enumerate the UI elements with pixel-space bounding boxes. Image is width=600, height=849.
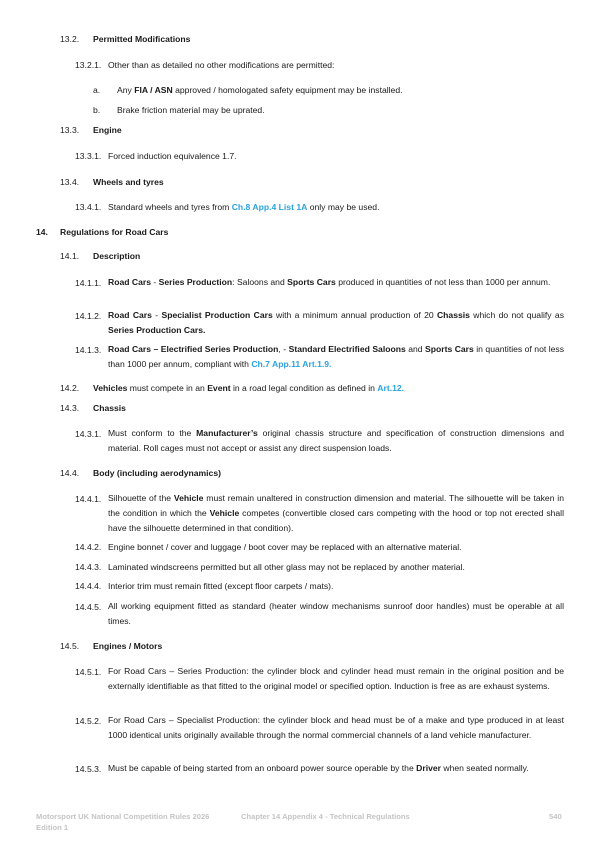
section-14-title: Regulations for Road Cars <box>60 227 169 237</box>
link-ch8-app4-list1a[interactable]: Ch.8 App.4 List 1A <box>231 202 308 212</box>
section-14-4-number: 14.4. <box>60 468 80 478</box>
section-13-3-title: Engine <box>93 125 122 135</box>
section-13-2-title: Permitted Modifications <box>93 34 191 44</box>
section-13-4-number: 13.4. <box>60 177 80 187</box>
section-13-4-title: Wheels and tyres <box>93 177 164 187</box>
clause-14-4-2-number: 14.4.2. <box>75 542 102 552</box>
link-ch7-app11-art1-9[interactable]: Ch.7 App.11 Art.1.9. <box>251 359 332 369</box>
section-13-2-number: 13.2. <box>60 34 80 44</box>
footer-edition: Edition 1 <box>36 823 69 832</box>
clause-13-4-1-text: Standard wheels and tyres from Ch.8 App.4 List 1A only may be used. <box>108 202 380 212</box>
section-14-5-title: Engines / Motors <box>93 641 163 651</box>
item-a-text: Any FIA / ASN approved / homologated safety equipment may be installed. <box>117 85 403 95</box>
section-13-3-number: 13.3. <box>60 125 80 135</box>
clause-14-4-1-text: Silhouette of the Vehicle must remain unaltered in construction dimension and material. The silhouette will be taken in the condition in which the Vehicle competes (convertible closed cars competing with the hood or top not erected shall have the silhouette determined in that condition). <box>108 493 564 533</box>
clause-14-5-3-text: Must be capable of being started from an onboard power source operable by the Driver when seated normally. <box>108 763 529 773</box>
section-14-number: 14. <box>36 227 48 237</box>
clause-14-5-1-number: 14.5.1. <box>75 667 102 677</box>
clause-14-4-3-number: 14.4.3. <box>75 562 102 572</box>
clause-13-4-1-number: 13.4.1. <box>75 202 102 212</box>
item-b-text: Brake friction material may be uprated. <box>117 105 265 115</box>
clause-13-2-1-text: Other than as detailed no other modifications are permitted: <box>108 60 335 70</box>
section-14-3-number: 14.3. <box>60 403 80 413</box>
section-14-2-number: 14.2. <box>60 383 80 393</box>
clause-14-4-5-number: 14.4.5. <box>75 602 102 612</box>
clause-14-4-1-number: 14.4.1. <box>75 494 102 504</box>
section-14-3-title: Chassis <box>93 403 126 413</box>
clause-14-1-1-text: Road Cars - Series Production: Saloons and Sports Cars produced in quantities of not less than 1000 per annum. <box>108 277 551 287</box>
clause-14-3-1-text: Must conform to the Manufacturer’s original chassis structure and specification of construction dimensions and material. Roll cages must not accept or assist any direct suspension loads. <box>108 428 564 453</box>
clause-14-4-5-text: All working equipment fitted as standard (heater window mechanisms sunroof door handles) must be operable at all times. <box>108 601 564 626</box>
footer-page-number: 540 <box>549 812 562 821</box>
clause-14-1-3-number: 14.1.3. <box>75 345 102 355</box>
section-14-2-text: Vehicles must compete in an Event in a road legal condition as defined in Art.12. <box>93 383 405 393</box>
link-art-12[interactable]: Art.12. <box>377 383 405 393</box>
clause-13-2-1-number: 13.2.1. <box>75 60 102 70</box>
clause-13-3-1-text: Forced induction equivalence 1.7. <box>108 151 237 161</box>
section-14-1-number: 14.1. <box>60 251 80 261</box>
item-b-letter: b. <box>93 105 101 115</box>
clause-14-1-2-number: 14.1.2. <box>75 311 102 321</box>
clause-14-5-2-number: 14.5.2. <box>75 716 102 726</box>
clause-14-5-2-text: For Road Cars – Specialist Production: the cylinder block and head must be of a make and type produced in at least 1000 identical units originally available through the normal commercial channels of a land vehicle manufacturer. <box>108 715 564 740</box>
section-14-1-title: Description <box>93 251 141 261</box>
section-14-4-title: Body (including aerodynamics) <box>93 468 221 478</box>
clause-14-1-1-number: 14.1.1. <box>75 278 102 288</box>
item-a-letter: a. <box>93 85 101 95</box>
clause-14-5-1-text: For Road Cars – Series Production: the cylinder block and cylinder head must remain in the original position and be externally identifiable as that fitted to the original model or specified option. Induction is free as are exhaust systems. <box>108 666 564 691</box>
footer-chapter: Chapter 14 Appendix 4 - Technical Regulations <box>241 812 410 821</box>
clause-14-4-3-text: Laminated windscreens permitted but all other glass may not be replaced by another material. <box>108 562 465 572</box>
clause-14-5-3-number: 14.5.3. <box>75 764 102 774</box>
section-14-5-number: 14.5. <box>60 641 80 651</box>
clause-14-4-4-text: Interior trim must remain fitted (except floor carpets / mats). <box>108 581 334 591</box>
clause-14-4-4-number: 14.4.4. <box>75 581 102 591</box>
clause-13-3-1-number: 13.3.1. <box>75 151 102 161</box>
clause-14-1-3-text: Road Cars – Electrified Series Production, - Standard Electrified Saloons and Sports Cars in quantities of not less than 1000 per annum, compliant with Ch.7 App.11 Art.1.9. <box>108 344 564 369</box>
clause-14-3-1-number: 14.3.1. <box>75 429 102 439</box>
footer-publication: Motorsport UK National Competition Rules 2026 <box>36 812 210 821</box>
clause-14-4-2-text: Engine bonnet / cover and luggage / boot cover may be replaced with an alternative material. <box>108 542 462 552</box>
clause-14-1-2-text: Road Cars - Specialist Production Cars with a minimum annual production of 20 Chassis which do not qualify as Series Production Cars. <box>108 310 564 335</box>
